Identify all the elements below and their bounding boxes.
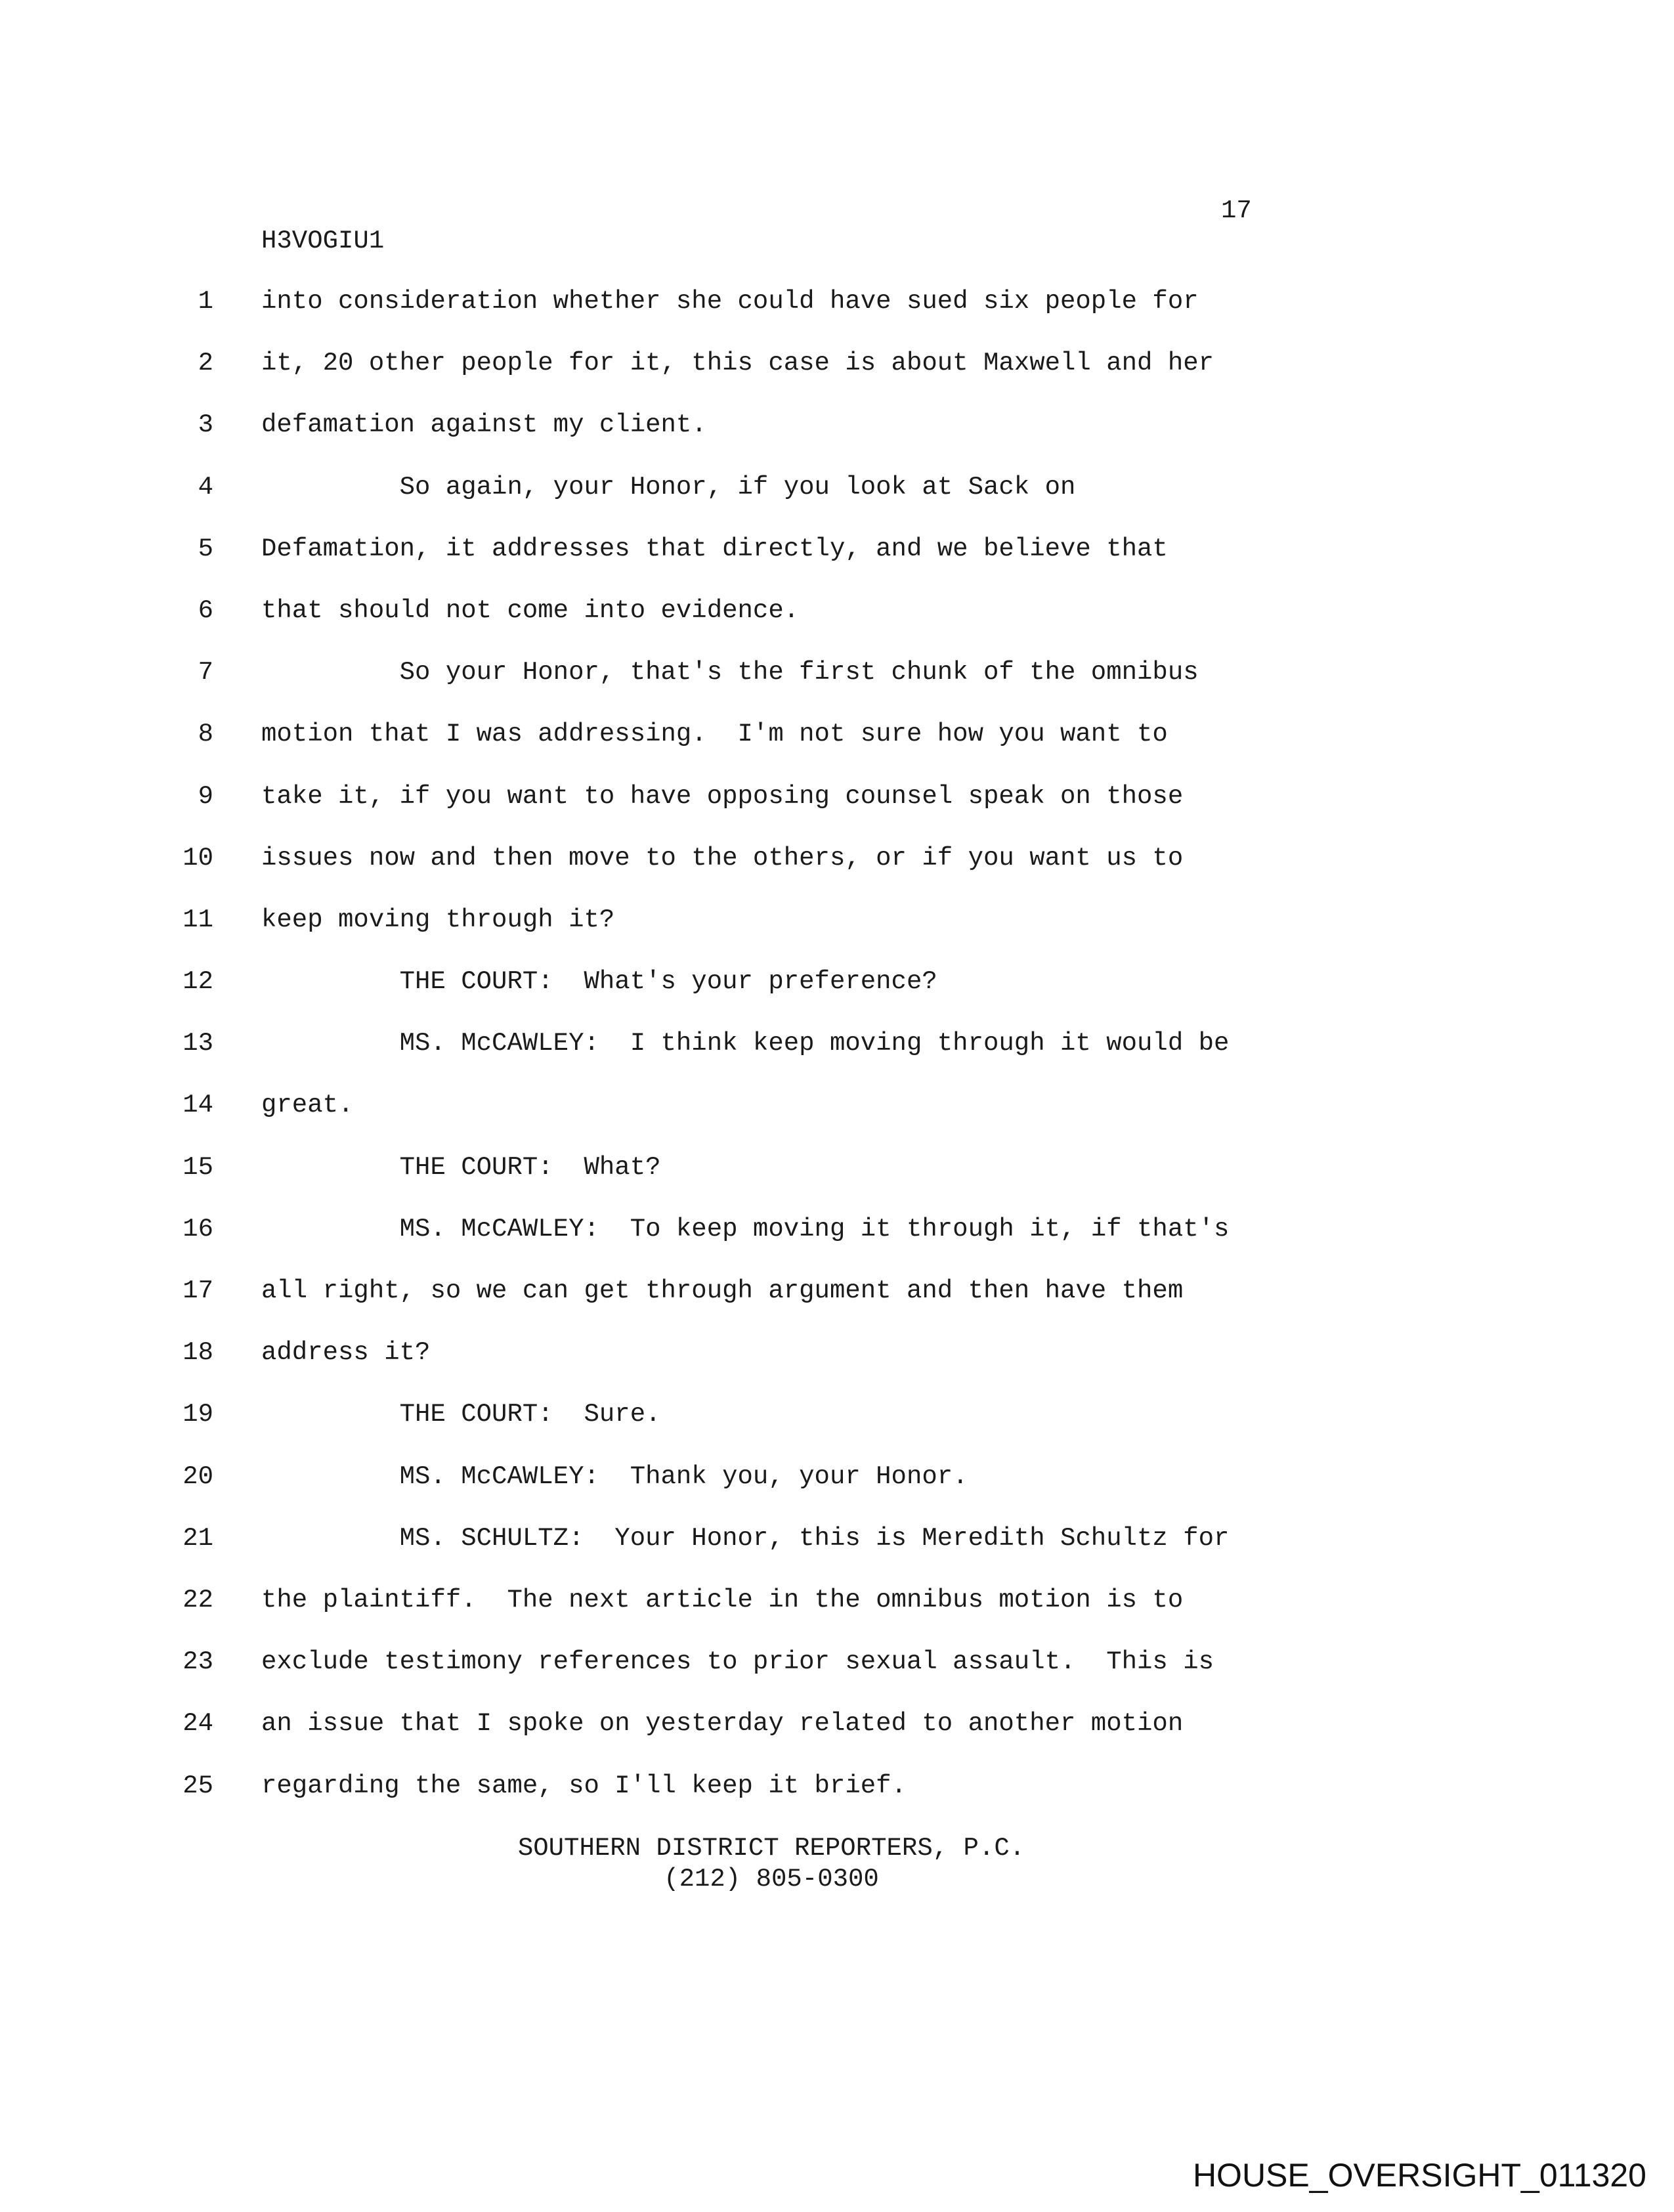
transcript-line <box>0 842 1379 903</box>
transcript-line <box>0 1707 1379 1769</box>
line-text: MS. McCAWLEY: To keep moving it through it, if that's <box>261 1214 1230 1244</box>
line-number: 21 <box>182 1523 213 1553</box>
line-number: 5 <box>198 534 213 563</box>
transcript-line <box>0 1336 1379 1398</box>
line-number: 4 <box>198 472 213 502</box>
line-text: the plaintiff. The next article in the omnibus motion is to <box>261 1585 1184 1615</box>
line-text: great. <box>261 1091 354 1120</box>
line-text: issues now and then move to the others, or if you want us to <box>261 843 1184 873</box>
line-number: 12 <box>182 967 213 997</box>
line-text: address it? <box>261 1338 431 1368</box>
transcript-line <box>0 471 1379 532</box>
line-text: MS. McCAWLEY: Thank you, your Honor. <box>261 1462 968 1491</box>
line-text: regarding the same, so I'll keep it brief. <box>261 1771 907 1800</box>
line-number: 23 <box>182 1647 213 1677</box>
transcript-line <box>0 1522 1379 1584</box>
transcript-line <box>0 780 1379 842</box>
transcript-line <box>0 532 1379 594</box>
line-number: 20 <box>182 1462 213 1491</box>
line-text: an issue that I spoke on yesterday related to another motion <box>261 1709 1184 1739</box>
transcript-line <box>0 1151 1379 1213</box>
transcript-line <box>0 1398 1379 1460</box>
line-text: THE COURT: Sure. <box>261 1400 661 1429</box>
transcript-line <box>0 594 1379 656</box>
transcript-line <box>0 1460 1379 1522</box>
line-text: it, 20 other people for it, this case is about Maxwell and her <box>261 349 1214 378</box>
line-number: 9 <box>198 781 213 811</box>
transcript-line <box>0 656 1379 718</box>
reporter-name: SOUTHERN DISTRICT REPORTERS, P.C. <box>517 1834 1025 1863</box>
transcript-line <box>0 1769 1379 1831</box>
line-text: into consideration whether she could have sued six people for <box>261 287 1199 316</box>
transcript-line <box>0 347 1379 408</box>
case-code: H3VOGIU1 <box>261 227 385 255</box>
page-number: 17 <box>1221 196 1252 225</box>
line-text: all right, so we can get through argument and then have them <box>261 1276 1184 1305</box>
transcript-line <box>0 903 1379 965</box>
bates-number: HOUSE_OVERSIGHT_011320 <box>1192 2157 1646 2194</box>
reporter-phone: (212) 805-0300 <box>664 1865 879 1894</box>
line-number: 6 <box>198 596 213 625</box>
transcript-line <box>0 1274 1379 1336</box>
line-text: So your Honor, that's the first chunk of the omnibus <box>261 658 1199 687</box>
line-text: keep moving through it? <box>261 905 615 934</box>
transcript-body <box>0 285 1379 1831</box>
line-number: 13 <box>182 1029 213 1058</box>
line-text: defamation against my client. <box>261 410 707 440</box>
line-text: THE COURT: What's your preference? <box>261 967 937 997</box>
transcript-line <box>0 718 1379 779</box>
line-text: exclude testimony references to prior sexual assault. This is <box>261 1647 1214 1677</box>
line-number: 11 <box>182 905 213 934</box>
transcript-line <box>0 1584 1379 1645</box>
line-number: 3 <box>198 410 213 440</box>
transcript-line <box>0 965 1379 1027</box>
line-number: 17 <box>182 1276 213 1305</box>
line-number: 19 <box>182 1400 213 1429</box>
line-number: 10 <box>182 843 213 873</box>
transcript-line <box>0 1213 1379 1274</box>
transcript-line <box>0 1027 1379 1089</box>
transcript-line <box>0 1089 1379 1150</box>
line-number: 7 <box>198 658 213 687</box>
line-number: 8 <box>198 720 213 749</box>
line-text: MS. McCAWLEY: I think keep moving through it would be <box>261 1029 1230 1058</box>
line-text: take it, if you want to have opposing counsel speak on those <box>261 781 1184 811</box>
line-number: 18 <box>182 1338 213 1368</box>
line-number: 14 <box>182 1091 213 1120</box>
line-text: motion that I was addressing. I'm not sure how you want to <box>261 720 1168 749</box>
line-text: Defamation, it addresses that directly, and we believe that <box>261 534 1168 563</box>
line-number: 22 <box>182 1585 213 1615</box>
transcript-line <box>0 408 1379 470</box>
line-number: 24 <box>182 1709 213 1739</box>
line-number: 1 <box>198 287 213 316</box>
line-number: 25 <box>182 1771 213 1800</box>
line-text: So again, your Honor, if you look at Sack on <box>261 472 1076 502</box>
line-text: THE COURT: What? <box>261 1152 661 1182</box>
line-number: 15 <box>182 1152 213 1182</box>
line-text: MS. SCHULTZ: Your Honor, this is Meredith Schultz for <box>261 1523 1230 1553</box>
transcript-line <box>0 1645 1379 1707</box>
line-number: 2 <box>198 349 213 378</box>
transcript-line <box>0 285 1379 347</box>
line-text: that should not come into evidence. <box>261 596 800 625</box>
line-number: 16 <box>182 1214 213 1244</box>
